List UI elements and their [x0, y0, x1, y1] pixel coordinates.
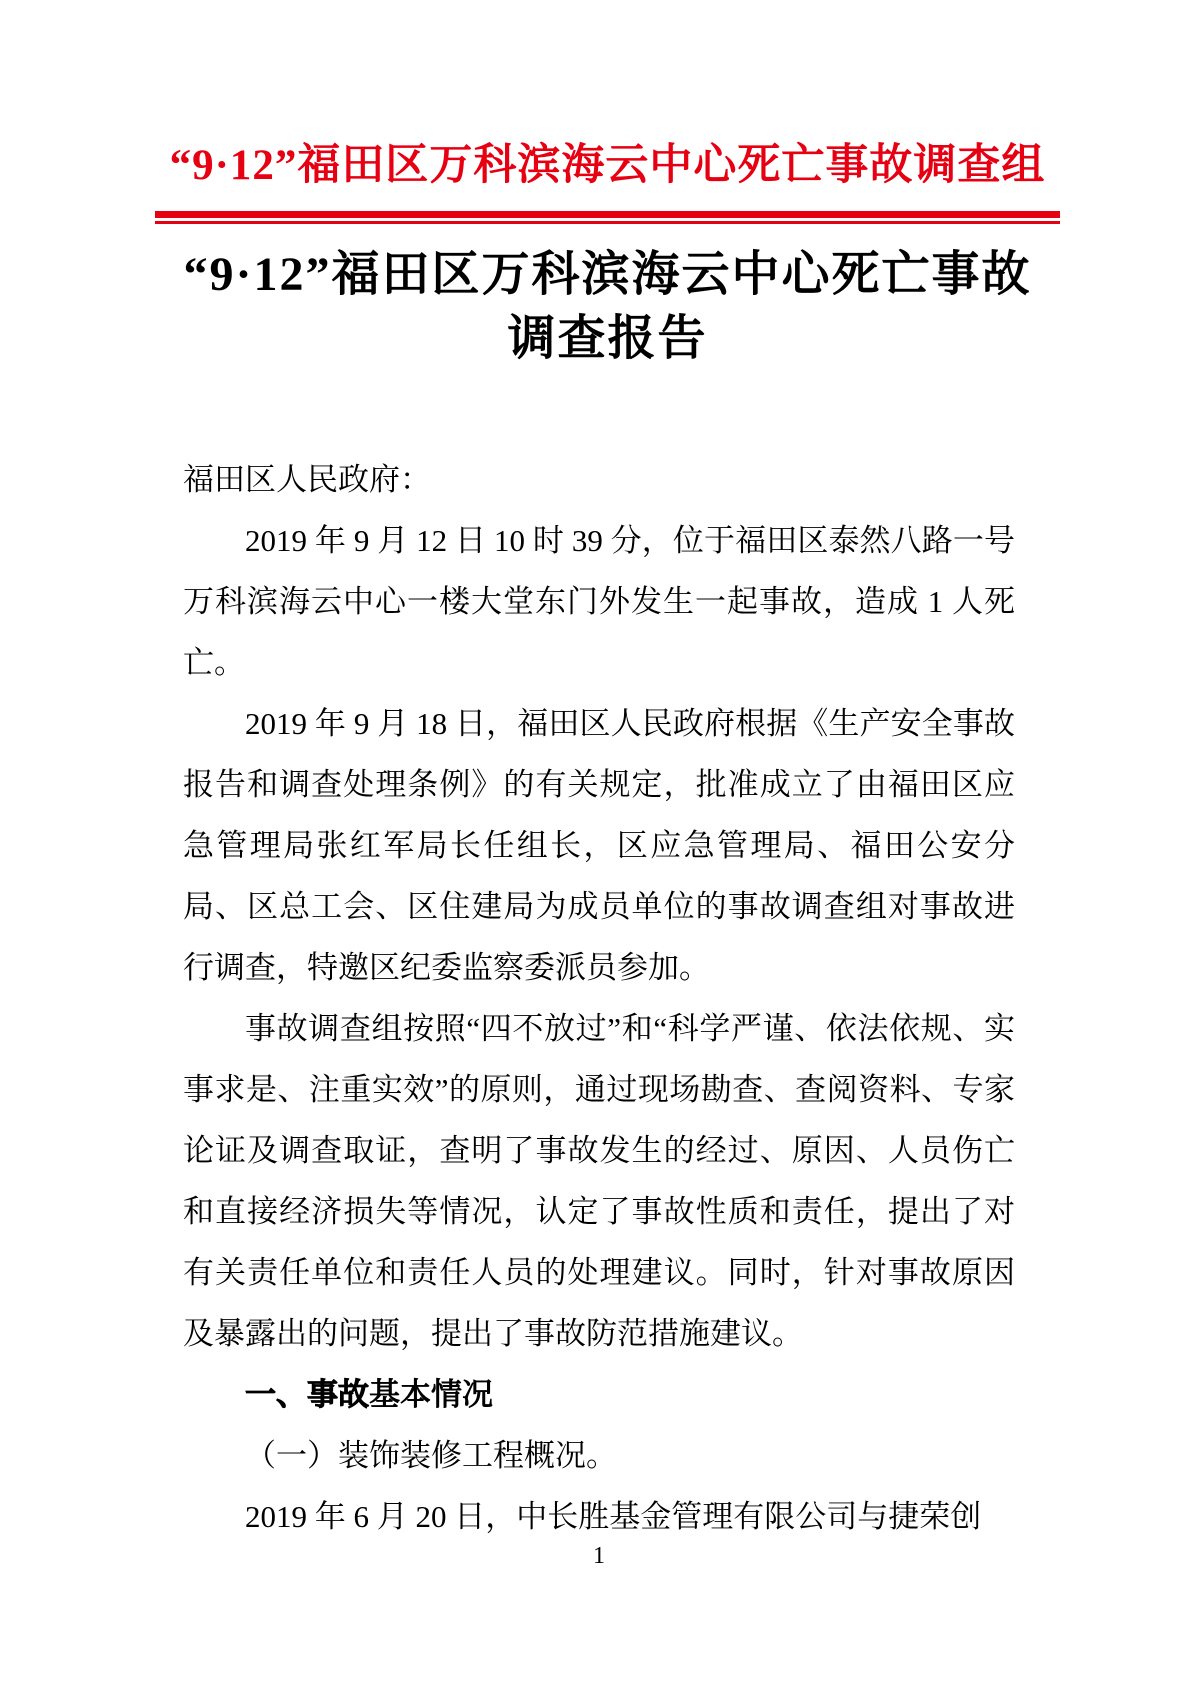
salutation: 福田区人民政府： [183, 462, 431, 497]
section-heading [183, 1364, 1015, 1425]
letterhead [155, 138, 1060, 194]
page-number: 1 [593, 1543, 605, 1569]
paragraph: 2019 年 9 月 18 日，福田区人民政府根据《生产安全事故报告和调查处理条例》的有关规定，批准成立了由福田区应急管理局张红军局长任组长，区应急管理局、福田公安分局、区总工会、区住建局为成员单位的事故调查组对事故进行调查，特邀区纪委监察委派员参加。 [183, 706, 1015, 985]
report-title-line2: 调查报告 [507, 312, 708, 365]
paragraph: 事故调查组按照“四不放过”和“科学严谨、依法依规、实事求是、注重实效”的原则，通过现场勘查、查阅资料、专家论证及调查取证，查明了事故发生的经过、原因、人员伤亡和直接经济损失等情况，认定了事故性质和责任，提出了对有关责任单位和责任人员的处理建议。同时，针对事故原因及暴露出的问题，提出了事故防范措施建议。 [183, 1011, 1015, 1351]
document-body [183, 449, 1015, 1547]
letterhead-rule [155, 211, 1060, 224]
paragraph: 2019 年 9 月 12 日 10 时 39 分，位于福田区泰然八路一号万科滨海云中心一楼大堂东门外发生一起事故，造成 1 人死亡。 [183, 523, 1015, 680]
subsection-heading: （一）装饰装修工程概况。 [245, 1438, 617, 1473]
report-title-line1: “9·12”福田区万科滨海云中心死亡事故 [183, 248, 1032, 301]
report-title [155, 243, 1060, 371]
rule-thick-line [155, 211, 1060, 218]
section-heading-regular-part: 基本情况 [369, 1377, 493, 1412]
letterhead-title: “9·12”福田区万科滨海云中心死亡事故调查组 [169, 142, 1046, 189]
rule-thin-line [155, 221, 1060, 224]
section-heading-bold-part: 一、事故 [245, 1377, 369, 1412]
paragraph: 2019 年 6 月 20 日，中长胜基金管理有限公司与捷荣创 [245, 1499, 982, 1534]
page-footer [183, 1541, 1015, 1571]
